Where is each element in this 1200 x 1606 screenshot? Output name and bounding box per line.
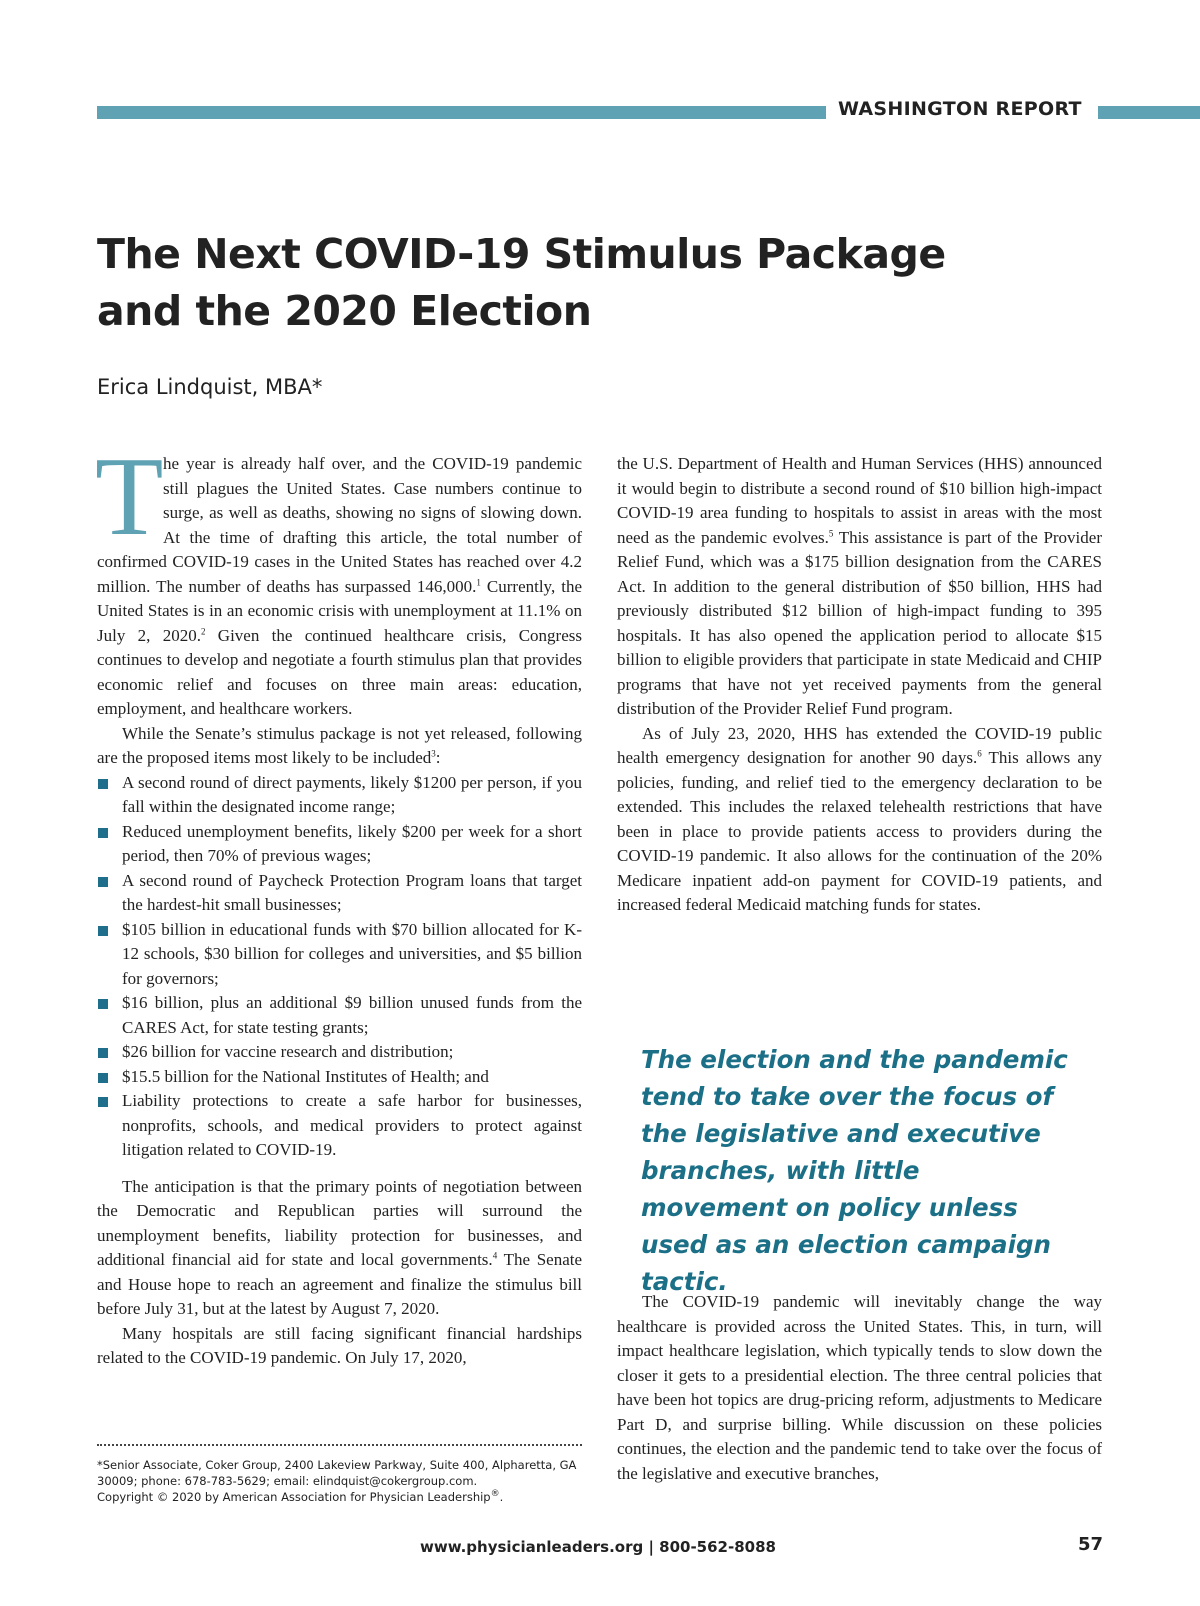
list-item-text: Reduced unemployment benefits, likely $200 per week for a short period, then 70% of previous wages; <box>122 821 582 865</box>
paragraph-hospitals: Many hospitals are still facing significant financial hardships related to the COVID-19 pandemic. On July 17, 2020, <box>97 1323 582 1367</box>
paragraph-emergency <box>617 722 1102 918</box>
page-number: 57 <box>1078 1534 1104 1555</box>
list-item <box>97 918 582 992</box>
list-item <box>97 1040 582 1065</box>
paragraph-text: While the Senate’s stimulus package is not yet released, following are the proposed items most likely to be included <box>97 723 582 767</box>
square-bullet-icon <box>98 779 108 789</box>
list-item-text: $16 billion, plus an additional $9 billion unused funds from the CARES Act, for state testing grants; <box>122 993 582 1037</box>
stimulus-items-list <box>97 771 582 1163</box>
intro-text-c: Given the continued healthcare crisis, Congress continues to develop and negotiate a fourth stimulus plan that provides economic relief and focuses on three main areas: education, employment, and healthcare workers. <box>97 625 582 718</box>
paragraph-proposed-items <box>97 722 582 771</box>
square-bullet-icon <box>98 828 108 838</box>
drop-cap: T <box>95 435 164 559</box>
list-item-text: $26 billion for vaccine research and distribution; <box>122 1042 454 1061</box>
list-item-text: A second round of Paycheck Protection Program loans that target the hardest-hit small businesses; <box>122 870 582 914</box>
paragraph-text: As of July 23, 2020, HHS has extended the COVID-19 public health emergency designation for another 90 days. <box>617 723 1102 767</box>
footer-contact: www.physicianleaders.org | 800-562-8088 <box>420 1538 776 1556</box>
footnote-ref-2: 2 <box>200 625 206 636</box>
square-bullet-icon <box>98 1073 108 1083</box>
header-rule-right <box>1098 106 1200 119</box>
square-bullet-icon <box>98 999 108 1009</box>
square-bullet-icon <box>98 877 108 887</box>
square-bullet-icon <box>98 1097 108 1107</box>
paragraph-text-b: This assistance is part of the Provider Relief Fund, which was a $175 billion designation from the CARES Act. In addition to the general distribution of $50 billion, HHS had previously distributed $12 billion of high-impact funding to 395 hospitals. It has also opened the application period to allocate $15 billion to eligible providers that participate in state Medicaid and CHIP programs that have not yet received payments from the general distribution of the Provider Relief Fund program. <box>617 527 1102 718</box>
list-item-text: Liability protections to create a safe harbor for businesses, nonprofits, schools, and medical providers to protect against litigation related to COVID-19. <box>122 1091 582 1159</box>
section-label: WASHINGTON REPORT <box>838 98 1082 120</box>
paragraph-text-b: This allows any policies, funding, and relief tied to the emergency declaration to be extended. This includes the relaxed telehealth restrictions that have been in place to provide patients access to providers during the COVID-19 pandemic. It also allows for the continuation of the 20% Medicare inpatient add-on payment for COVID-19 patients, and increased federal Medicaid matching funds for states. <box>617 748 1102 914</box>
header-rule-left <box>97 106 826 119</box>
footnote-ref-1: 1 <box>476 576 481 587</box>
footnote-divider <box>97 1444 582 1446</box>
paragraph-text: The anticipation is that the primary points of negotiation between the Democratic and Republican parties will surround the unemployment benefits, liability protection for businesses, and additional financial aid for state and local governments. <box>97 1176 582 1269</box>
footnote-ref-6: 6 <box>977 748 982 759</box>
list-item <box>97 1065 582 1090</box>
list-item <box>97 1089 582 1163</box>
footnote-affiliation: *Senior Associate, Coker Group, 2400 Lakeview Parkway, Suite 400, Alpharetta, GA 30009; phone: 678-783-5629; email: elindquist@cokergroup.com. <box>97 1458 577 1488</box>
title-line-1: The Next COVID-19 Stimulus Package <box>97 230 946 278</box>
list-item-text: $105 billion in educational funds with $70 billion allocated for K-12 schools, $30 billion for colleges and universities, and $5 billion for governors; <box>122 919 582 988</box>
list-item <box>97 820 582 869</box>
square-bullet-icon <box>98 1048 108 1058</box>
list-item <box>97 991 582 1040</box>
copyright-period: . <box>499 1490 504 1504</box>
list-item-text: A second round of direct payments, likely $1200 per person, if you fall within the designated income range; <box>122 772 582 816</box>
right-column-continued <box>617 1290 1102 1486</box>
paragraph-text-b: The Senate and House hope to reach an agreement and finalize the stimulus bill before July 31, but at the latest by August 7, 2020. <box>97 1250 583 1318</box>
intro-paragraph <box>95 435 582 722</box>
article-title <box>97 226 1057 340</box>
spacer <box>97 1163 582 1175</box>
author-byline: Erica Lindquist, MBA* <box>97 375 323 399</box>
registered-mark: ® <box>490 1489 500 1500</box>
footnote-ref-3: 3 <box>431 748 436 759</box>
paragraph-colon: : <box>435 748 441 767</box>
title-line-2: and the 2020 Election <box>97 287 592 335</box>
list-item-text: $15.5 billion for the National Institutes of Health; and <box>122 1066 489 1086</box>
square-bullet-icon <box>98 926 108 936</box>
paragraph-text: the U.S. Department of Health and Human Services (HHS) announced it would begin to distribute a second round of $10 billion high-impact COVID-19 area funding to hospitals to assist in areas with the most need as the pandemic evolves. <box>617 454 1102 547</box>
footnote-copyright <box>97 1489 582 1505</box>
intro-text: he year is already half over, and the COVID-19 pandemic still plagues the United States. Case numbers continue to surge, as well as deaths, showing no signs of slowing down. At the time of drafting this article, the total number of confirmed COVID-19 cases in the United States has reached over 4.2 million. The number of deaths has surpassed 146,000. <box>97 454 582 596</box>
list-item <box>97 869 582 918</box>
pull-quote: The election and the pandemic tend to take over the focus of the legislative and executive branches, with little movement on policy unless used as an election campaign tactic. <box>641 1045 1068 1296</box>
list-item <box>97 771 582 820</box>
footnote-ref-4: 4 <box>492 1250 498 1261</box>
paragraph-legislation: The COVID-19 pandemic will inevitably change the way healthcare is provided across the United States. This, in turn, will impact healthcare legislation, which typically tends to slow down the closer it gets to a presidential election. The three central policies that have been hot topics are drug-pricing reform, adjustments to Medicare Part D, and surprise billing. While discussion on these policies continues, the election and the pandemic tend to take over the focus of the legislative and executive branches, <box>617 1292 1102 1483</box>
left-column <box>95 435 583 1371</box>
paragraph-hhs <box>617 452 1102 722</box>
author-footnote <box>97 1457 582 1505</box>
copyright-text: Copyright © 2020 by American Association for Physician Leadership <box>97 1490 491 1504</box>
intro-text-b: Currently, the United States is in an economic crisis with unemployment at 11.1% on July 2, 2020. <box>97 576 582 645</box>
footnote-ref-5: 5 <box>828 527 834 538</box>
right-column <box>617 452 1102 918</box>
paragraph-negotiation <box>97 1175 582 1322</box>
